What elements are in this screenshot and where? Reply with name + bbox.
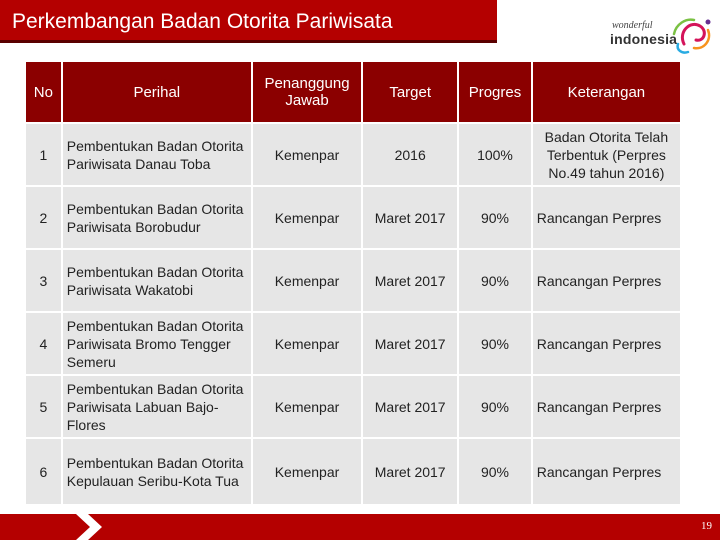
table-row [26, 250, 680, 311]
cell-perihal: Pembentukan Badan Otorita Pariwisata Borobudur [63, 187, 251, 248]
table-row [26, 187, 680, 248]
cell-keterangan: Rancangan Perpres [533, 187, 680, 248]
header-no: No [26, 62, 61, 122]
page-number: 19 [701, 520, 712, 532]
cell-penanggung-jawab: Kemenpar [253, 313, 361, 374]
cell-keterangan: Badan Otorita Telah Terbentuk (Perpres No.49 tahun 2016) [533, 124, 680, 185]
header-penanggung-jawab: Penanggung Jawab [253, 62, 361, 122]
chevron-right-icon [70, 514, 104, 540]
header-target: Target [363, 62, 457, 122]
table-row [26, 376, 680, 437]
cell-target: Maret 2017 [363, 313, 457, 374]
cell-target: 2016 [363, 124, 457, 185]
logo-text-bottom: indonesia [610, 31, 678, 47]
header-perihal: Perihal [63, 62, 251, 122]
table-header-row [26, 62, 680, 122]
cell-progres: 90% [459, 439, 531, 504]
cell-keterangan: Rancangan Perpres [533, 250, 680, 311]
table-row [26, 124, 680, 185]
cell-target: Maret 2017 [363, 250, 457, 311]
cell-no: 5 [26, 376, 61, 437]
cell-perihal: Pembentukan Badan Otorita Pariwisata Danau Toba [63, 124, 251, 185]
cell-no: 6 [26, 439, 61, 504]
wonderful-indonesia-logo [606, 14, 716, 56]
cell-keterangan: Rancangan Perpres [533, 439, 680, 504]
cell-progres: 90% [459, 250, 531, 311]
cell-progres: 90% [459, 376, 531, 437]
cell-target: Maret 2017 [363, 376, 457, 437]
cell-penanggung-jawab: Kemenpar [253, 439, 361, 504]
table-row [26, 313, 680, 374]
cell-penanggung-jawab: Kemenpar [253, 250, 361, 311]
table-row [26, 439, 680, 504]
cell-target: Maret 2017 [363, 187, 457, 248]
cell-no: 4 [26, 313, 61, 374]
cell-penanggung-jawab: Kemenpar [253, 124, 361, 185]
progress-table [24, 60, 682, 506]
cell-no: 1 [26, 124, 61, 185]
cell-progres: 100% [459, 124, 531, 185]
cell-keterangan: Rancangan Perpres [533, 313, 680, 374]
header-keterangan: Keterangan [533, 62, 680, 122]
cell-perihal: Pembentukan Badan Otorita Pariwisata Bromo Tengger Semeru [63, 313, 251, 374]
slide-title: Perkembangan Badan Otorita Pariwisata [0, 0, 497, 43]
header-progres: Progres [459, 62, 531, 122]
cell-no: 3 [26, 250, 61, 311]
cell-penanggung-jawab: Kemenpar [253, 376, 361, 437]
cell-progres: 90% [459, 313, 531, 374]
cell-perihal: Pembentukan Badan Otorita Pariwisata Wakatobi [63, 250, 251, 311]
cell-perihal: Pembentukan Badan Otorita Kepulauan Seribu-Kota Tua [63, 439, 251, 504]
cell-keterangan: Rancangan Perpres [533, 376, 680, 437]
logo-swirl-icon [664, 14, 716, 56]
footer-bar [0, 514, 720, 540]
cell-progres: 90% [459, 187, 531, 248]
cell-no: 2 [26, 187, 61, 248]
cell-perihal: Pembentukan Badan Otorita Pariwisata Labuan Bajo-Flores [63, 376, 251, 437]
logo-text-top: wonderful [612, 20, 653, 31]
cell-penanggung-jawab: Kemenpar [253, 187, 361, 248]
cell-target: Maret 2017 [363, 439, 457, 504]
